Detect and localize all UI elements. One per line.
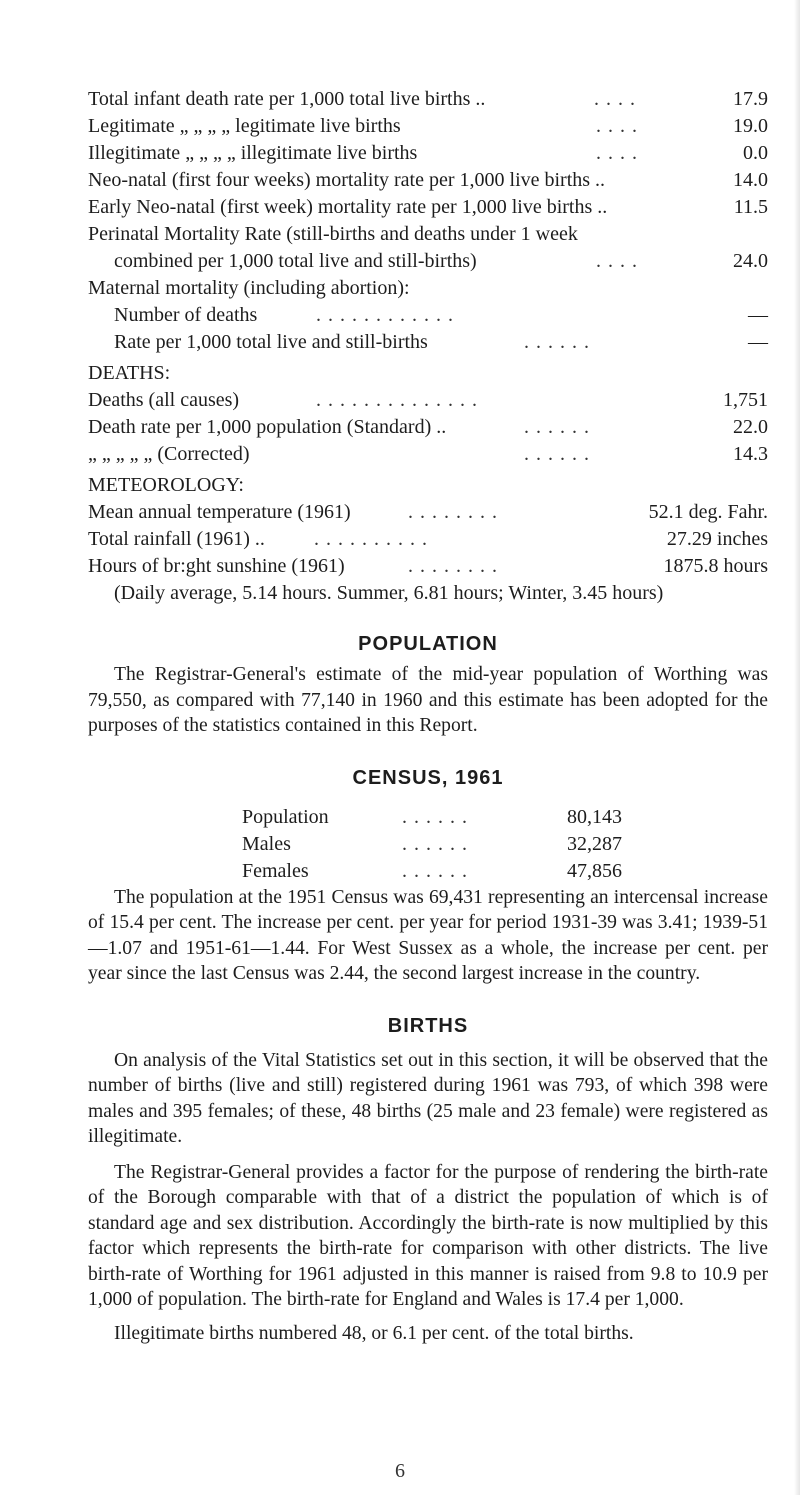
stat-label: Total infant death rate per 1,000 total live births ..	[88, 88, 486, 110]
census-row	[242, 804, 622, 831]
stat-value: 24.0	[733, 250, 768, 272]
stat-row	[88, 499, 768, 526]
stat-value: 11.5	[733, 196, 768, 218]
births-section	[88, 1013, 768, 1347]
leader-dots: . . . .	[596, 142, 638, 164]
stat-value: 22.0	[733, 416, 768, 438]
leader-dots: . . . . . . . . . . . .	[316, 304, 454, 326]
census-value: 47,856	[567, 859, 622, 882]
scan-edge-shadow	[794, 0, 800, 1495]
stat-label: Perinatal Mortality Rate (still-births and deaths under 1 week	[88, 223, 578, 245]
stat-row	[88, 302, 768, 329]
census-label: Males	[242, 832, 291, 855]
stat-row	[88, 329, 768, 356]
report-content	[88, 86, 768, 1346]
leader-dots: . . . . . .	[524, 331, 590, 353]
stat-value: 14.3	[733, 443, 768, 465]
stat-label: Legitimate „ „ „ „ legitimate live births	[88, 115, 401, 137]
leader-dots: . . . . . .	[524, 416, 590, 438]
stat-row	[88, 387, 768, 414]
stat-value: 19.0	[733, 115, 768, 137]
census-label: Population	[242, 805, 329, 828]
stat-label: Death rate per 1,000 population (Standard) ..	[88, 416, 447, 438]
births-paragraph-1: On analysis of the Vital Statistics set out in this section, it will be observed that the number of births (live and still) registered during 1961 was 793, of which 398 were males and 395 females; of these, 48 births (25 male and 23 female) were registered as illegitimate.	[88, 1049, 768, 1147]
stat-row	[88, 441, 768, 468]
stat-label: combined per 1,000 total live and still-births)	[114, 250, 477, 272]
births-paragraph-2: The Registrar-General provides a factor for the purpose of rendering the birth-rate of the Borough comparable with that of a district the population of which is of standard age and sex distribution. Accordingly the birth-rate is now multiplied by this factor which represents the birth-rate for comparison with other districts. The live birth-rate of Worthing for 1961 adjusted in this manner is raised from 9.8 to 10.9 per 1,000 of population. The birth-rate for England and Wales is 17.4 per 1,000.	[88, 1161, 768, 1310]
stat-value: —	[748, 331, 768, 353]
leader-dots: . . . .	[594, 88, 636, 110]
section-heading	[88, 472, 768, 499]
stat-label: Hours of br:ght sunshine (1961)	[88, 555, 345, 577]
births-title: BIRTHS	[387, 1014, 469, 1037]
sunshine-note: (Daily average, 5.14 hours. Summer, 6.81 hours; Winter, 3.45 hours)	[114, 582, 664, 604]
leader-dots: . . . . . .	[402, 859, 468, 882]
stat-value: 14.0	[733, 169, 768, 191]
census-value: 80,143	[567, 805, 622, 828]
stat-row	[88, 194, 768, 221]
infant-mortality-stats	[88, 86, 768, 356]
census-row	[242, 858, 622, 885]
meteorology-heading: METEOROLOGY:	[88, 474, 244, 496]
census-value: 32,287	[567, 832, 622, 855]
stat-label: Rate per 1,000 total live and still-births	[114, 331, 428, 353]
section-heading	[88, 360, 768, 387]
stat-value: 17.9	[733, 88, 768, 110]
census-title: CENSUS, 1961	[352, 766, 504, 789]
births-paragraph-3: Illegitimate births numbered 48, or 6.1 per cent. of the total births.	[114, 1322, 634, 1344]
leader-dots: . . . .	[596, 250, 638, 272]
leader-dots: . . . . . . . . . . . . . .	[316, 389, 478, 411]
stat-row	[88, 221, 768, 248]
stat-value: 0.0	[743, 142, 768, 164]
stat-value: 1875.8 hours	[663, 555, 768, 577]
stat-value: 27.29 inches	[666, 528, 768, 550]
stat-row	[88, 140, 768, 167]
stat-row	[88, 526, 768, 553]
meteorology-section	[88, 472, 768, 607]
stat-row	[88, 553, 768, 580]
stat-value: 52.1 deg. Fahr.	[648, 501, 768, 523]
stat-row	[88, 414, 768, 441]
leader-dots: . . . . . . . .	[408, 501, 498, 523]
leader-dots: . . . . . .	[402, 832, 468, 855]
stat-label: Total rainfall (1961) ..	[88, 528, 265, 550]
stat-label: Maternal mortality (including abortion):	[88, 277, 410, 299]
stat-row	[88, 113, 768, 140]
leader-dots: . . . . . . . . . .	[314, 528, 428, 550]
population-title: POPULATION	[358, 633, 498, 655]
deaths-section	[88, 360, 768, 468]
census-label: Females	[242, 859, 309, 882]
stat-label: Early Neo-natal (first week) mortality rate per 1,000 live births ..	[88, 196, 608, 218]
stat-label: Mean annual temperature (1961)	[88, 501, 351, 523]
stat-value: 1,751	[723, 389, 768, 411]
census-section	[88, 765, 768, 987]
population-section	[88, 631, 768, 739]
deaths-heading: DEATHS:	[88, 362, 171, 384]
stat-label: Number of deaths	[114, 304, 258, 326]
stat-row	[88, 580, 768, 607]
stat-label: „ „ „ „ „ (Corrected)	[88, 443, 250, 465]
stat-row	[88, 248, 768, 275]
leader-dots: . . . .	[596, 115, 638, 137]
census-row	[242, 831, 622, 858]
stat-label: Deaths (all causes)	[88, 389, 240, 411]
stat-label: Illegitimate „ „ „ „ illegitimate live births	[88, 142, 418, 164]
stat-row	[88, 275, 768, 302]
page-number: 6	[395, 1460, 405, 1482]
population-paragraph: The Registrar-General's estimate of the mid-year population of Worthing was 79,550, as compared with 77,140 in 1960 and this estimate has been adopted for the purposes of the statistics contained in this Report.	[88, 664, 768, 736]
leader-dots: . . . . . .	[402, 805, 468, 828]
stat-row	[88, 86, 768, 113]
leader-dots: . . . . . . . .	[408, 555, 498, 577]
stat-label: Neo-natal (first four weeks) mortality rate per 1,000 live births ..	[88, 169, 606, 191]
census-table	[242, 804, 622, 885]
stat-row	[88, 167, 768, 194]
stat-value: —	[748, 304, 768, 326]
leader-dots: . . . . . .	[524, 443, 590, 465]
census-paragraph: The population at the 1951 Census was 69,431 representing an intercensal increase of 15.4 per cent. The increase per cent. per year for period 1931-39 was 3.41; 1939-51—1.07 and 1951-61—1.44. For West Sussex as a whole, the increase per cent. per year since the last Census was 2.44, the second largest increase in the country.	[88, 886, 768, 984]
